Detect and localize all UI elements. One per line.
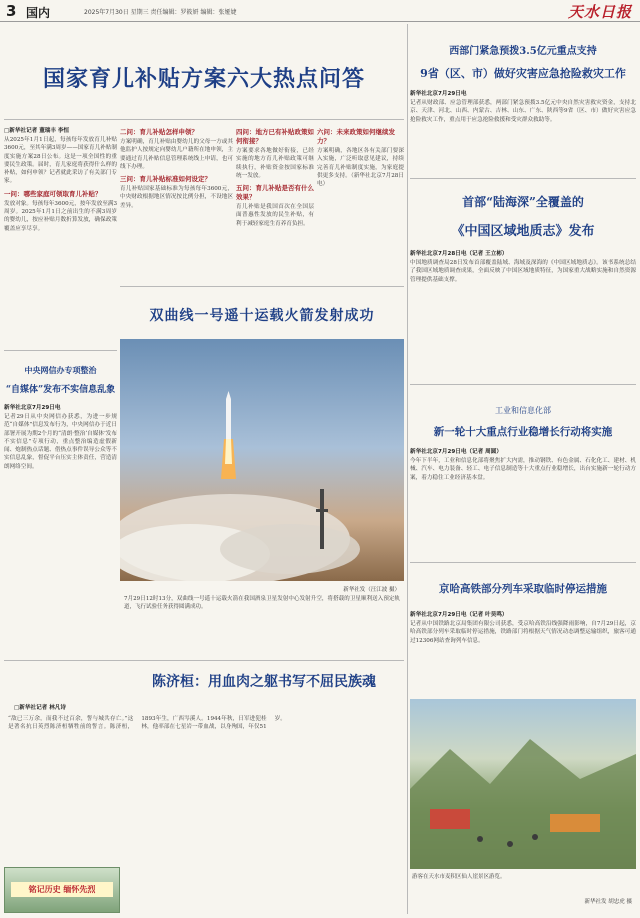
page-header bbox=[0, 0, 640, 22]
right-industry-kicker: 工业和信息化部 bbox=[495, 406, 551, 415]
q3-text: 育儿补贴国家基础标准为每孩每年3600元，中央财政根据地区情况按比例分担，不设地区差异。 bbox=[120, 186, 233, 209]
scenic-photo-credit: 新华社发 胡忠虎 摄 bbox=[584, 899, 632, 905]
right-top-article bbox=[410, 24, 636, 176]
main-intro: 从2025年1月1日起，每孩每年发放育儿补贴3600元，至其年满3周岁——国家育儿补贴制度实施方案28日公布。这是一项全国性的重要民生政策。届时，育儿家庭将获得什么样的补贴，如何申领？记者就此采访了有关部门专家。 bbox=[4, 137, 117, 185]
page-number: 3 bbox=[6, 2, 17, 20]
scenic-photo bbox=[410, 699, 636, 869]
main-article-col-3 bbox=[236, 124, 314, 284]
q6-text: 方案明确，各地区各有关部门要深入实施，广泛听取意见建议，持续完善育儿补贴制度实施，为家庭提供更多支持。（新华社北京7月28日电） bbox=[317, 148, 404, 188]
right-industry-text: 今年下半年，工业和信息化部将聚焦扩大内需，推动钢铁、有色金属、石化化工、建材、机械、汽车、电力装备、轻工、电子信息制造等十大重点行业稳增长，出台实施新一轮行动方案，着力稳住工业经济基本盘。 bbox=[410, 458, 636, 481]
right-top-text: 记者从财政部、应急管理部获悉，两部门紧急预拨3.5亿元中央自然灾害救灾资金，支持北京、天津、河北、山西、内蒙古、吉林、山东、广东、陕西等9省（区、市）做好灾害应急抢险救灾工作，重点用于应急抢险救援和受灾群众救助等。 bbox=[410, 100, 636, 123]
q4-text: 方案要求各地做好衔接，已经实施的地方育儿补贴政策可继续执行，补贴资金按国家标准统一发放。 bbox=[236, 148, 314, 179]
right-mid-byline: 新华社北京7月28日电（记者 王立彬） bbox=[410, 251, 508, 257]
right-mid-article bbox=[410, 178, 636, 382]
rocket-launch-photo bbox=[120, 339, 404, 581]
rocket-icon bbox=[120, 339, 404, 581]
q2-text: 方案明确，育儿补贴由婴幼儿的父母一方或其他监护人按规定向婴幼儿户籍所在地申领，主要通过育儿补贴信息管理系统线上申请，也可线下办理。 bbox=[120, 139, 233, 170]
main-article-col-4 bbox=[317, 124, 404, 284]
q1-heading: 一问：哪些家庭可领取育儿补贴？ bbox=[4, 189, 102, 198]
right-bottom-headline: 京哈高铁部分列车采取临时停运措施 bbox=[439, 583, 607, 595]
bottom-headline: 陈济桓：用血肉之躯书写不屈民族魂 bbox=[152, 674, 376, 690]
memorial-banner-label: 铭记历史 缅怀先烈 bbox=[11, 882, 113, 897]
right-mid-text: 中国地质调查局28日发布首部覆盖陆域、海域及深海的《中国区域地质志》。该书系统总结了我国区域地质调查成果，全面反映了中国区域地质特征，为国家重大战略实施和自然资源管理提供基础支撑。 bbox=[410, 260, 636, 283]
photo-headline: 双曲线一号遥十运载火箭发射成功 bbox=[149, 308, 375, 324]
right-mid-headline-2: 《中国区域地质志》发布 bbox=[451, 224, 595, 239]
q3-heading: 三问：育儿补贴标准如何设定？ bbox=[120, 175, 211, 184]
main-article-col-1 bbox=[4, 124, 117, 346]
section-label: 国内 bbox=[26, 6, 51, 20]
right-industry-headline: 新一轮十大重点行业稳增长行动将实施 bbox=[433, 426, 613, 438]
column-divider bbox=[407, 24, 408, 914]
main-article-col-2 bbox=[120, 124, 233, 284]
q5-heading: 五问：育儿补贴是否有什么效果？ bbox=[236, 184, 314, 202]
photo-credit: 新华社发（汪江波 摄） bbox=[343, 587, 400, 593]
q4-heading: 四问：地方已有补贴政策如何衔接？ bbox=[236, 128, 314, 145]
right-bottom-article bbox=[410, 562, 636, 914]
photo-caption: 7月29日12时13分，双曲线一号遥十运载火箭在我国酒泉卫星发射中心发射升空，将搭载的卫星顺利送入预定轨道，飞行试验任务获得圆满成功。 bbox=[124, 596, 400, 610]
issue-meta: 2025年7月30日 星期三 责任编辑：罗筱妍 编辑：张娅婕 bbox=[84, 9, 237, 16]
sidebar-kicker: 中央网信办专项整治 bbox=[24, 366, 97, 375]
q5-text: 育儿补贴是我国首次在全国层面普惠性发放的民生补贴，有利于减轻家庭生育养育负担。 bbox=[236, 204, 314, 227]
scenic-landscape-icon bbox=[410, 699, 636, 869]
sidebar-headline: “自媒体”发布不实信息乱象 bbox=[5, 385, 116, 395]
q2-heading: 二问：育儿补贴怎样申领？ bbox=[120, 128, 198, 136]
bottom-byline: □新华社记者 林凡诗 bbox=[14, 705, 66, 711]
memorial-banner bbox=[4, 867, 120, 913]
right-top-headline-1: 西部门紧急预拨3.5亿元重点支持 bbox=[449, 46, 597, 57]
right-industry-byline: 新华社北京7月29日电（记者 周圆） bbox=[410, 449, 502, 455]
right-mid-headline-1: 首部“陆海深”全覆盖的 bbox=[462, 195, 584, 209]
main-headline bbox=[4, 40, 404, 120]
main-byline: □新华社记者 董瑞丰 李恒 bbox=[4, 128, 70, 134]
right-bottom-byline: 新华社北京7月29日电（记者 叶昊鸣） bbox=[410, 612, 508, 618]
right-industry-article bbox=[410, 384, 636, 560]
sidebar-byline: 新华社北京7月29日电 bbox=[4, 405, 61, 411]
main-headline-text: 国家育儿补贴方案六大热点问答 bbox=[42, 67, 365, 92]
q1-text: 发放对象。每孩每年3600元，按年发放至满3周岁。2025年1月1日之前出生的不满3周岁的婴幼儿，按应补贴月数折算发放，确保政策覆盖应享尽享。 bbox=[4, 200, 117, 232]
bottom-text: “敌已三万余，而我不过百余，誓与城共存亡。”这是著名抗日英烈陈济桓牺牲前的誓言。陈济桓，1893年生，广西岑溪人。1944年秋，日军进犯桂林，他率部在七星岩一带血战，以身殉国，年仅51岁。 bbox=[8, 716, 286, 731]
right-bottom-text: 记者从中国铁路北京局集团有限公司获悉，受京哈高铁沿线强降雨影响，自7月29日起，京哈高铁部分列车采取临时停运措施，铁路部门将根据天气情况动态调整运输组织，旅客可通过12306网站查询列车信息。 bbox=[410, 621, 636, 644]
right-top-headline-2: 9省（区、市）做好灾害应急抢险救灾工作 bbox=[420, 67, 626, 80]
masthead-logo: 天水日报 bbox=[567, 3, 632, 21]
bottom-article bbox=[4, 660, 404, 914]
q6-heading: 六问：未来政策如何继续发力？ bbox=[317, 128, 395, 145]
right-top-byline: 新华社北京7月29日电 bbox=[410, 91, 467, 97]
sidebar-text: 记者29日从中央网信办获悉，为进一步规范“自媒体”信息发布行为，中央网信办于近日部署开展为期2个月的“清朗·整治‘自媒体’发布不实信息”专项行动，重点整治编造虚假新闻、炮制热点话题、借热点事件误导公众等不实信息乱象，督促平台压实主体责任，营造清朗网络空间。 bbox=[4, 414, 117, 470]
scenic-photo-caption: 游客在天水市麦积区仙人崖景区游览。 bbox=[412, 874, 506, 880]
photo-block bbox=[120, 286, 404, 658]
